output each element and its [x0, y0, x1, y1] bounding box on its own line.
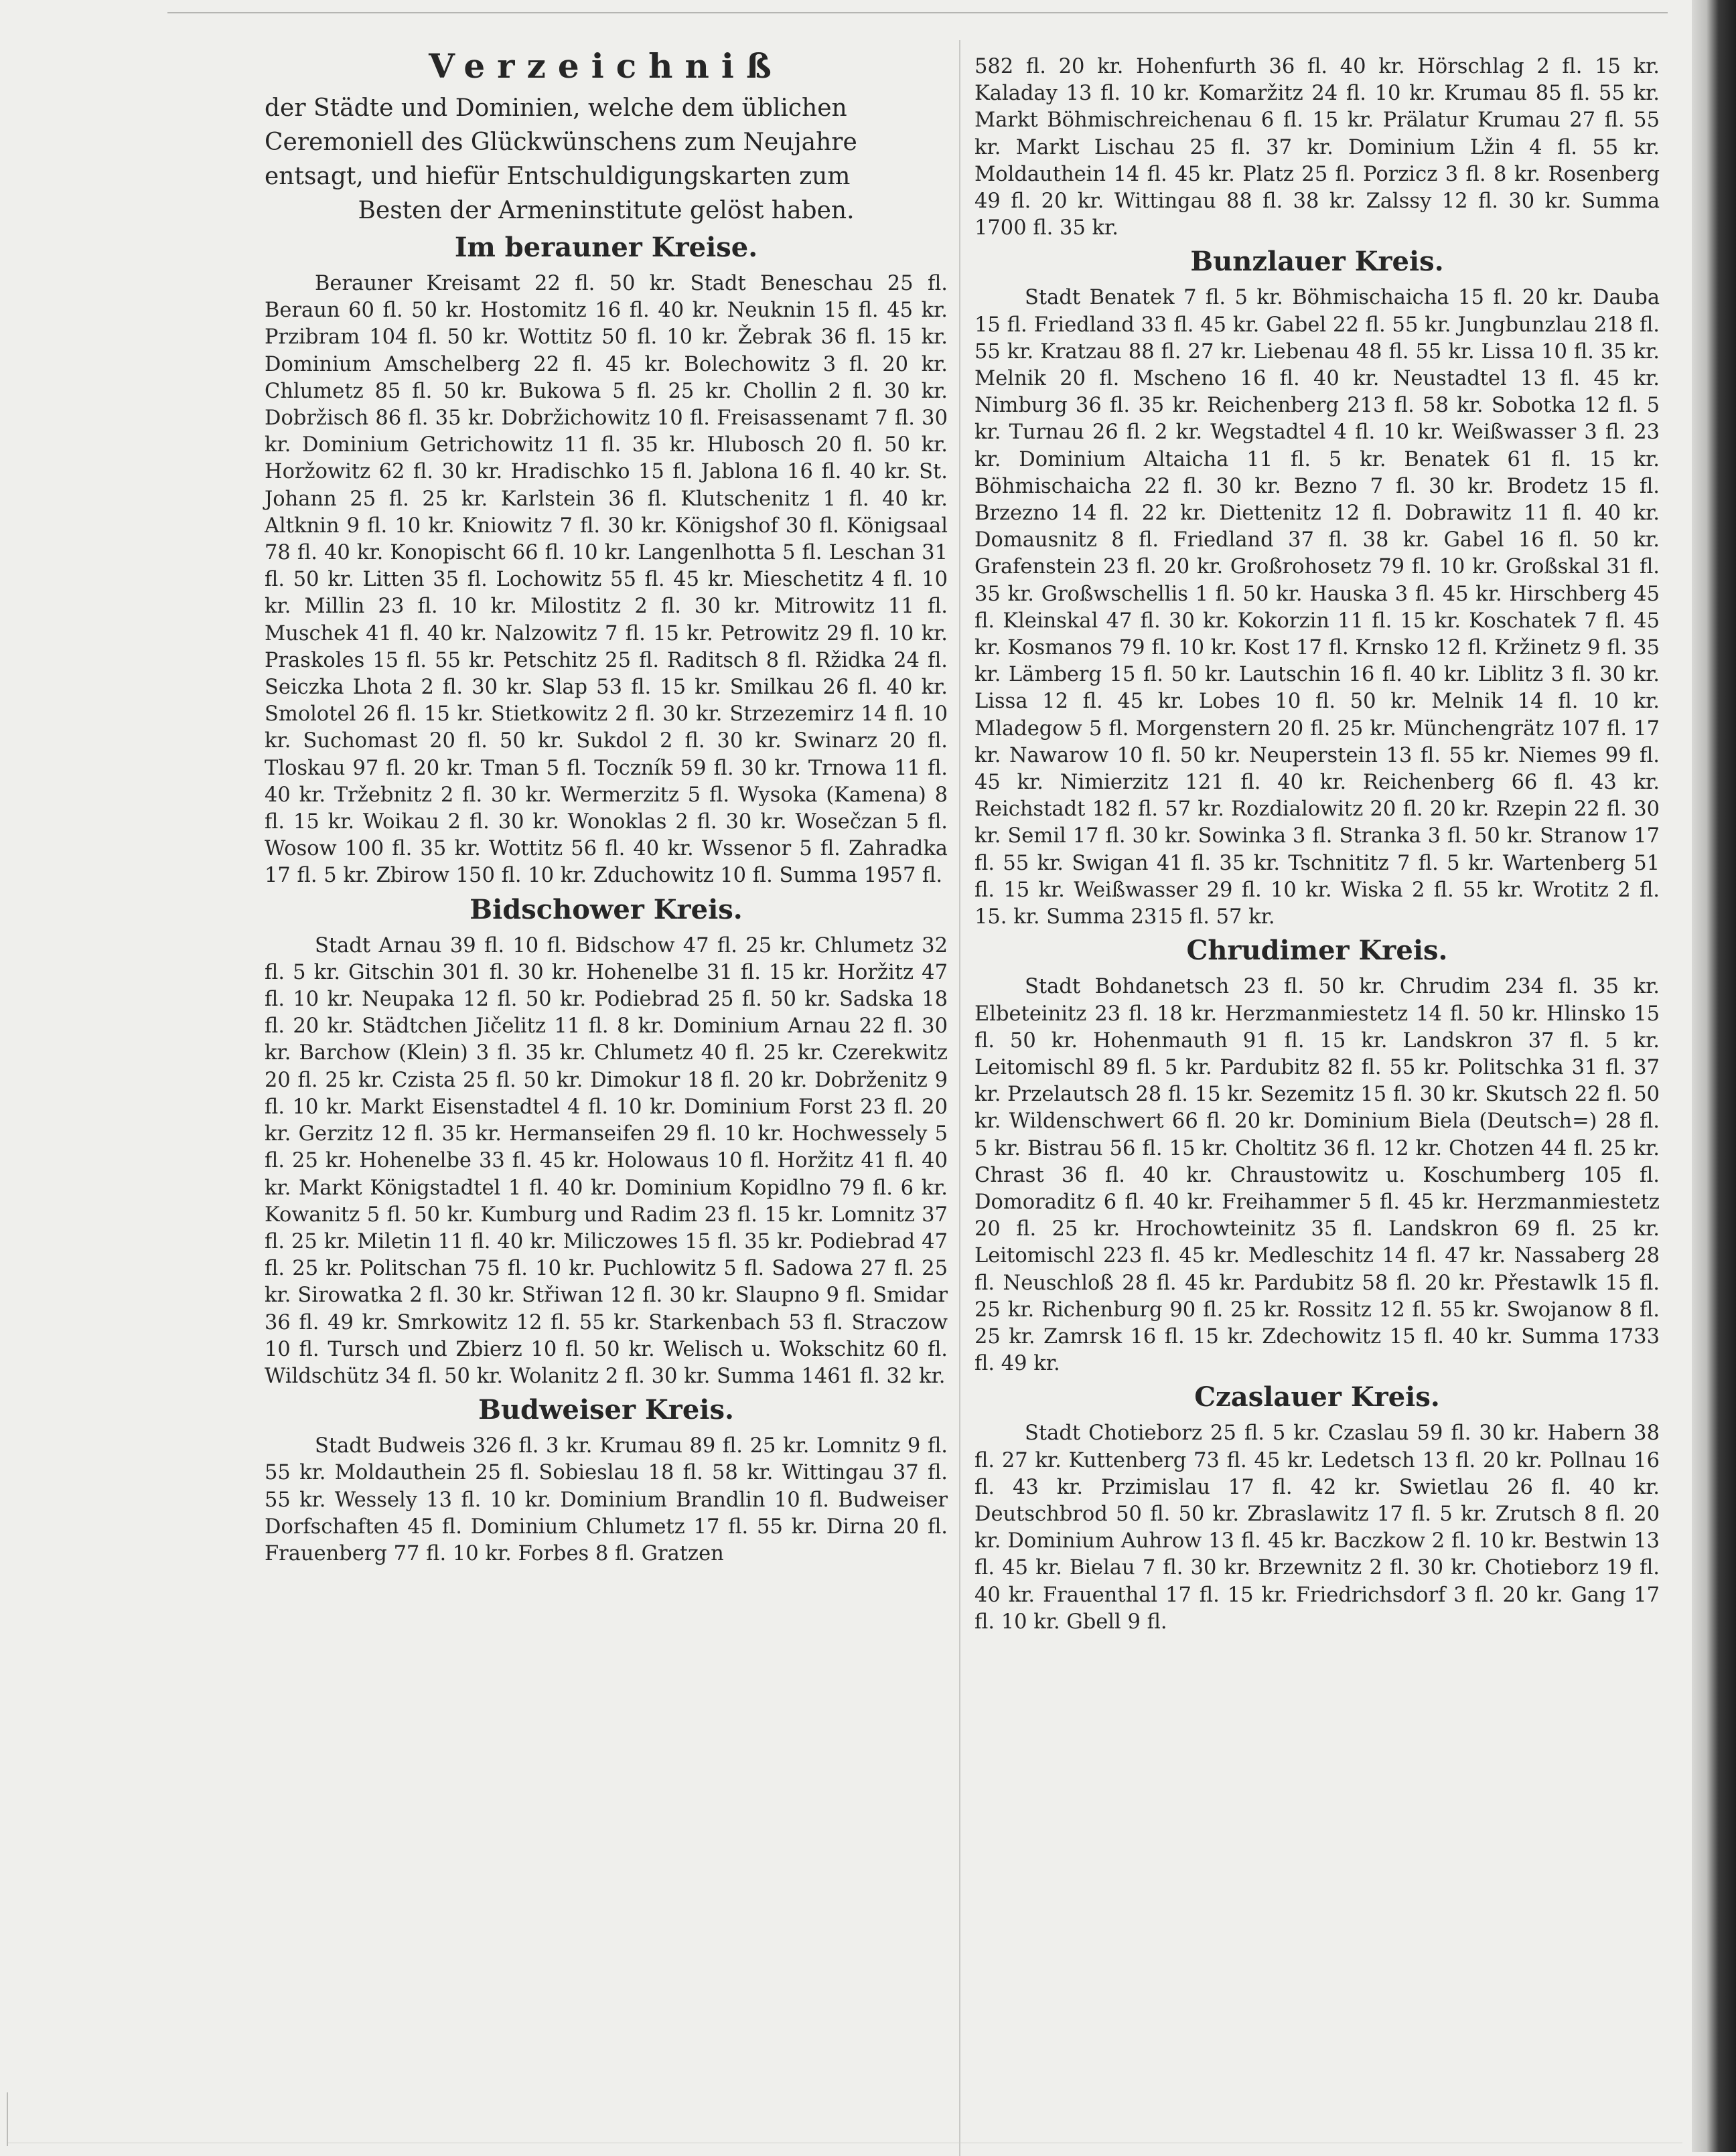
subtitle-line-1: der Städte und Dominien, welche dem üblichen	[265, 94, 847, 122]
subtitle-line-3: entsagt, und hiefür Entschuldigungskarten zum	[265, 163, 851, 190]
heading-chrudimer-kreis: Chrudimer Kreis.	[1186, 935, 1448, 967]
left-column	[265, 46, 948, 1567]
list-bidschower-kreis: Stadt Arnau 39 fl. 10 fl. Bidschow 47 fl. 25 kr. Chlumetz 32 fl. 5 kr. Gitschin 301 fl. 30 kr. Hohenelbe 31 fl. 15 kr. Horžitz 47 fl. 10 kr. Neupaka 12 fl. 50 kr. Podiebrad 25 fl. 50 kr. Sadska 18 fl. 20 kr. Städtchen Jičelitz 11 fl. 8 kr. Dominium Arnau 22 fl. 30 kr. Barchow (Klein) 3 fl. 35 kr. Chlumetz 40 fl. 25 kr. Czerekwitz 20 fl. 25 kr. Czista 25 fl. 50 kr. Dimokur 18 fl. 20 kr. Dobrženitz 9 fl. 10 kr. Markt Eisenstadtel 4 fl. 10 kr. Dominium Forst 23 fl. 20 kr. Gerzitz 12 fl. 35 kr. Hermanseifen 29 fl. 10 kr. Hochwessely 5 fl. 25 kr. Hohenelbe 33 fl. 45 kr. Holowaus 10 fl. Horžitz 41 fl. 40 kr. Markt Königstadtel 1 fl. 40 kr. Dominium Kopidlno 79 fl. 6 kr. Kowanitz 5 fl. 50 kr. Kumburg und Radim 23 fl. 15 kr. Lomnitz 37 fl. 25 kr. Miletin 11 fl. 40 kr. Miliczowes 15 fl. 35 kr. Podiebrad 47 fl. 25 kr. Politschan 75 fl. 10 kr. Puchlowitz 5 fl. Sadowa 27 fl. 25 kr. Sirowatka 2 fl. 30 kr. Střiwan 12 fl. 30 kr. Slaupno 9 fl. Smidar 36 fl. 49 kr. Smrkowitz 12 fl. 55 kr. Starkenbach 53 fl. Straczow 10 fl. Tursch und Zbierz 10 fl. 50 kr. Welisch u. Wokschitz 60 fl. Wildschütz 34 fl. 50 kr. Wolanitz 2 fl. 30 kr. Summa 1461 fl. 32 kr.	[265, 933, 948, 1388]
left-margin-mark	[7, 2092, 8, 2146]
list-budweiser-kreis-part-2: 582 fl. 20 kr. Hohenfurth 36 fl. 40 kr. Hörschlag 2 fl. 15 kr. Kaladay 13 fl. 10 kr. Komaržitz 24 fl. 10 kr. Krumau 85 fl. 55 kr. Markt Böhmischreichenau 6 fl. 15 kr. Prälatur Krumau 27 fl. 55 kr. Markt Lischau 25 fl. 37 kr. Dominium Lžin 4 fl. 55 kr. Moldauthein 14 fl. 45 kr. Platz 25 fl. Porzicz 3 fl. 8 kr. Rosenberg 49 fl. 20 kr. Wittingau 88 fl. 38 kr. Zalssy 12 fl. 30 kr. Summa 1700 fl. 35 kr.	[974, 55, 1660, 240]
list-bunzlauer-kreis: Stadt Benatek 7 fl. 5 kr. Böhmischaicha 15 fl. 20 kr. Dauba 15 fl. Friedland 33 fl. 45 kr. Gabel 22 fl. 55 kr. Jungbunzlau 218 fl. 55 kr. Kratzau 88 fl. 27 kr. Liebenau 48 fl. 55 kr. Lissa 10 fl. 35 kr. Melnik 20 fl. Mscheno 16 fl. 40 kr. Neustadtel 13 fl. 45 kr. Nimburg 36 fl. 35 kr. Reichenberg 213 fl. 58 kr. Sobotka 12 fl. 5 kr. Turnau 26 fl. 2 kr. Wegstadtel 4 fl. 10 kr. Weißwasser 3 fl. 23 kr. Dominium Altaicha 11 fl. 5 kr. Benatek 61 fl. 15 kr. Böhmischaicha 22 fl. 30 kr. Bezno 7 fl. 30 kr. Brodetz 15 fl. Brzezno 14 fl. 22 kr. Diettenitz 12 fl. Dobrawitz 11 fl. 40 kr. Domausnitz 8 fl. Friedland 37 fl. 38 kr. Gabel 16 fl. 50 kr. Grafenstein 23 fl. 20 kr. Großrohosetz 79 fl. 10 kr. Großskal 31 fl. 35 kr. Großwschellis 1 fl. 50 kr. Hauska 3 fl. 45 kr. Hirschberg 45 fl. Kleinskal 47 fl. 30 kr. Kokorzin 11 fl. 15 kr. Koschatek 7 fl. 45 kr. Kosmanos 79 fl. 10 kr. Kost 17 fl. Krnsko 12 fl. Kržinetz 9 fl. 35 kr. Lämberg 15 fl. 50 kr. Lautschin 16 fl. 40 kr. Liblitz 3 fl. 30 kr. Lissa 12 fl. 45 kr. Lobes 10 fl. 50 kr. Melnik 14 fl. 10 kr. Mladegow 5 fl. Morgenstern 20 fl. 25 kr. Münchengrätz 107 fl. 17 kr. Nawarow 10 fl. 50 kr. Neuperstein 13 fl. 55 kr. Niemes 99 fl. 45 kr. Nimierzitz 121 fl. 40 kr. Reichenberg 66 fl. 43 kr. Reichstadt 182 fl. 57 kr. Rozdialowitz 20 fl. 20 kr. Rzepin 22 fl. 30 kr. Semil 17 fl. 30 kr. Sowinka 3 fl. Stranka 3 fl. 50 kr. Stranow 17 fl. 55 kr. Swigan 41 fl. 35 kr. Tschnititz 7 fl. 5 kr. Wartenberg 51 fl. 15 kr. Weißwasser 29 fl. 10 kr. Wiska 2 fl. 55 kr. Wrotitz 2 fl. 15. kr. Summa 2315 fl. 57 kr.	[974, 286, 1660, 929]
list-czaslauer-kreis: Stadt Chotieborz 25 fl. 5 kr. Czaslau 59 fl. 30 kr. Habern 38 fl. 27 kr. Kuttenberg 73 fl. 45 kr. Ledetsch 13 fl. 20 kr. Pollnau 16 fl. 43 kr. Przimislau 17 fl. 42 kr. Swietlau 26 fl. 40 kr. Deutschbrod 50 fl. 50 kr. Zbraslawitz 17 fl. 5 kr. Zrutsch 8 fl. 20 kr. Dominium Auhrow 13 fl. 45 kr. Baczkow 2 fl. 10 kr. Bestwin 13 fl. 45 kr. Bielau 7 fl. 30 kr. Brzewnitz 2 fl. 30 kr. Chotieborz 19 fl. 40 kr. Frauenthal 17 fl. 15 kr. Friedrichsdorf 3 fl. 20 kr. Gang 17 fl. 10 kr. Gbell 9 fl.	[974, 1421, 1660, 1634]
heading-budweiser-kreis: Budweiser Kreis.	[478, 1394, 734, 1426]
heading-czaslauer-kreis: Czaslauer Kreis.	[1194, 1381, 1440, 1413]
page-top-rule	[167, 12, 1668, 13]
subtitle-line-4: Besten der Armeninstitute gelöst haben.	[358, 197, 855, 224]
heading-bidschower-kreis: Bidschower Kreis.	[469, 893, 743, 925]
heading-berauner-kreis: Im berauner Kreise.	[454, 232, 758, 263]
scanned-page-edge	[1692, 0, 1736, 2152]
heading-bunzlauer-kreis: Bunzlauer Kreis.	[1190, 246, 1444, 278]
subtitle-line-2: Ceremoniell des Glückwünschens zum Neujahre	[265, 129, 857, 156]
column-divider	[959, 40, 960, 2156]
document-title: Verzeichniß	[429, 46, 784, 86]
list-budweiser-kreis-part-1: Stadt Budweis 326 fl. 3 kr. Krumau 89 fl. 25 kr. Lomnitz 9 fl. 55 kr. Moldauthein 25 fl. Sobieslau 18 fl. 58 kr. Wittingau 37 fl. 55 kr. Wessely 13 fl. 10 kr. Dominium Brandlin 10 fl. Budweiser Dorfschaften 45 fl. Dominium Chlumetz 17 fl. 55 kr. Dirna 20 fl. Frauenberg 77 fl. 10 kr. Forbes 8 fl. Gratzen	[265, 1434, 948, 1565]
right-column	[974, 54, 1660, 1636]
list-chrudimer-kreis: Stadt Bohdanetsch 23 fl. 50 kr. Chrudim 234 fl. 35 kr. Elbeteinitz 23 fl. 18 kr. Herzmanmiestetz 14 fl. 50 kr. Hlinsko 15 fl. 50 kr. Hohenmauth 91 fl. 15 kr. Landskron 37 fl. 5 kr. Leitomischl 89 fl. 5 kr. Pardubitz 82 fl. 55 kr. Politschka 31 fl. 37 kr. Przelautsch 28 fl. 15 kr. Sezemitz 15 fl. 30 kr. Skutsch 22 fl. 50 kr. Wildenschwert 66 fl. 20 kr. Dominium Biela (Deutsch=) 28 fl. 5 kr. Bistrau 56 fl. 15 kr. Choltitz 36 fl. 12 kr. Chotzen 44 fl. 25 kr. Chrast 36 fl. 40 kr. Chraustowitz u. Koschumberg 105 fl. Domoraditz 6 fl. 40 kr. Freihammer 5 fl. 45 kr. Herzmanmiestetz 20 fl. 25 kr. Hrochowteinitz 35 fl. Landskron 69 fl. 25 kr. Leitomischl 223 fl. 45 kr. Medleschitz 14 fl. 47 kr. Nassaberg 28 fl. Neuschloß 28 fl. 45 kr. Pardubitz 58 fl. 20 kr. Přestawlk 15 fl. 25 kr. Richenburg 90 fl. 25 kr. Rossitz 12 fl. 55 kr. Swojanow 8 fl. 25 kr. Zamrsk 16 fl. 15 kr. Zdechowitz 15 fl. 40 kr. Summa 1733 fl. 49 kr.	[974, 975, 1660, 1376]
list-berauner-kreis: Berauner Kreisamt 22 fl. 50 kr. Stadt Beneschau 25 fl. Beraun 60 fl. 50 kr. Hostomitz 16 fl. 40 kr. Neuknin 15 fl. 45 kr. Przibram 104 fl. 50 kr. Wottitz 50 fl. 10 kr. Žebrak 36 fl. 15 kr. Dominium Amschelberg 22 fl. 45 kr. Bolechowitz 3 fl. 20 kr. Chlumetz 85 fl. 50 kr. Bukowa 5 fl. 25 kr. Chollin 2 fl. 30 kr. Dobržisch 86 fl. 35 kr. Dobržichowitz 10 fl. Freisassenamt 7 fl. 30 kr. Dominium Getrichowitz 11 fl. 35 kr. Hlubosch 20 fl. 50 kr. Horžowitz 62 fl. 30 kr. Hradischko 15 fl. Jablona 16 fl. 40 kr. St. Johann 25 fl. 25 kr. Karlstein 36 fl. Klutschenitz 1 fl. 40 kr. Altknin 9 fl. 10 kr. Kniowitz 7 fl. 30 kr. Königshof 30 fl. Königsaal 78 fl. 40 kr. Konopischt 66 fl. 10 kr. Langenlhotta 5 fl. Leschan 31 fl. 50 kr. Litten 35 fl. Lochowitz 55 fl. 45 kr. Mieschetitz 4 fl. 10 kr. Millin 23 fl. 10 kr. Milostitz 2 fl. 30 kr. Mitrowitz 11 fl. Muschek 41 fl. 40 kr. Nalzowitz 7 fl. 15 kr. Petrowitz 29 fl. 10 kr. Praskoles 15 fl. 55 kr. Petschitz 25 fl. Raditsch 8 fl. Ržidka 24 fl. Seiczka Lhota 2 fl. 30 kr. Slap 53 fl. 15 kr. Smilkau 26 fl. 40 kr. Smolotel 26 fl. 15 kr. Stietkowitz 2 fl. 30 kr. Strzezemirz 14 fl. 10 kr. Suchomast 20 fl. 50 kr. Sukdol 2 fl. 30 kr. Swinarz 20 fl. Tloskau 97 fl. 20 kr. Tman 5 fl. Toczník 59 fl. 30 kr. Trnowa 11 fl. 40 kr. Tržebnitz 2 fl. 30 kr. Wermerzitz 5 fl. Wysoka (Kamena) 8 fl. 15 kr. Woikau 2 fl. 30 kr. Wonoklas 2 fl. 30 kr. Wosečzan 5 fl. Wosow 100 fl. 35 kr. Wottitz 56 fl. 40 kr. Wssenor 5 fl. Zahradka 17 fl. 5 kr. Zbirow 150 fl. 10 kr. Zduchowitz 10 fl. Summa 1957 fl.	[265, 272, 948, 888]
